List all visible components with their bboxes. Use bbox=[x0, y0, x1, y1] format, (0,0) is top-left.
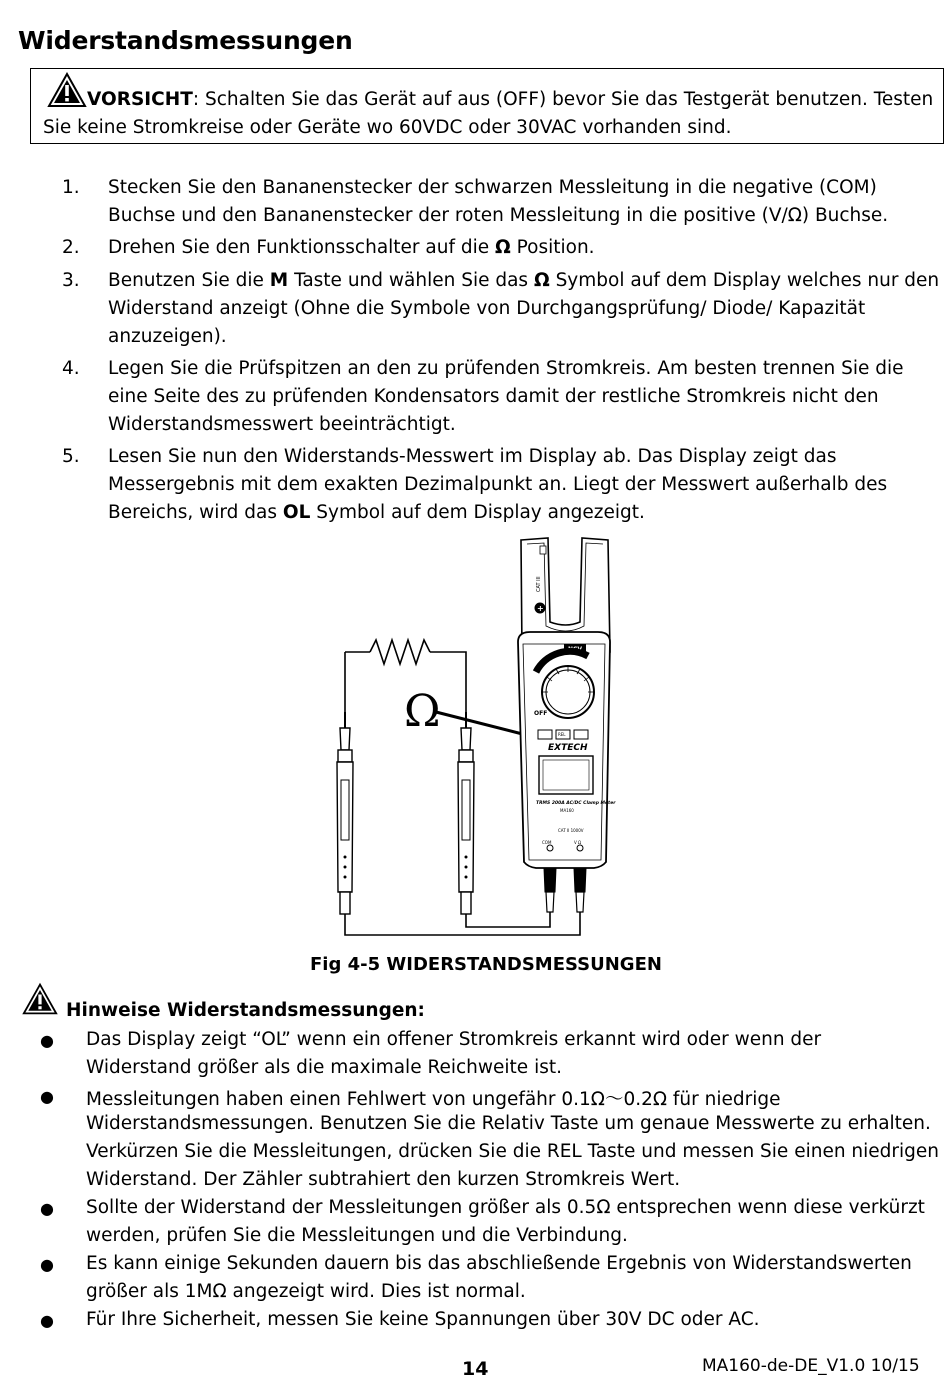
caution-text: : Schalten Sie das Gerät auf aus (OFF) bevor Sie das Testgerät benutzen. Testen bbox=[192, 89, 934, 110]
step-number: 2. bbox=[62, 237, 80, 258]
step-text: Benutzen Sie die M Taste und wählen Sie das Ω Symbol auf dem Display welches nur den bbox=[108, 270, 940, 291]
step-text: Drehen Sie den Funktionsschalter auf die Ω Position. bbox=[108, 237, 595, 258]
note-text: Das Display zeigt “OL” wenn ein offener Stromkreis erkannt wird oder wenn der bbox=[86, 1029, 822, 1050]
omega-symbol: Ω bbox=[404, 686, 441, 737]
note-text: Messleitungen haben einen Fehlwert von ungefähr 0.1Ω〜0.2Ω für niedrige bbox=[86, 1089, 781, 1110]
bullet-icon: ● bbox=[40, 1087, 54, 1106]
step-text: Widerstand anzeigt (Ohne die Symbole von Durchgangsprüfung/ Diode/ Kapazität bbox=[108, 298, 866, 319]
page-number: 14 bbox=[462, 1358, 489, 1380]
page-title: Widerstandsmessungen bbox=[18, 26, 353, 55]
bullet-icon: ● bbox=[40, 1031, 54, 1050]
step-text: Stecken Sie den Bananenstecker der schwarzen Messleitung in die negative (COM) bbox=[108, 177, 877, 198]
step-text: Lesen Sie nun den Widerstands-Messwert im Display ab. Das Display zeigt das bbox=[108, 446, 837, 467]
right-probe bbox=[458, 712, 474, 914]
notes-heading: Hinweise Widerstandsmessungen: bbox=[66, 1000, 425, 1021]
step-number: 4. bbox=[62, 358, 80, 379]
step-text: Bereichs, wird das OL Symbol auf dem Display angezeigt. bbox=[108, 502, 645, 523]
caution-line-2: Sie keine Stromkreise oder Geräte wo 60VDC oder 30VAC vorhanden sind. bbox=[43, 117, 732, 138]
off-label: OFF bbox=[534, 710, 548, 717]
bullet-icon: ● bbox=[40, 1255, 54, 1274]
warning-icon bbox=[22, 982, 58, 1016]
bullet-icon: ● bbox=[40, 1199, 54, 1218]
clamp-meter bbox=[518, 538, 616, 920]
step-number: 3. bbox=[62, 270, 80, 291]
bullet-icon: ● bbox=[40, 1311, 54, 1330]
caution-label: VORSICHT bbox=[87, 89, 193, 110]
cat-label: CAT II 1000V bbox=[558, 828, 584, 833]
step-text: Messergebnis mit dem exakten Dezimalpunkt an. Liegt der Messwert außerhalb des bbox=[108, 474, 888, 495]
note-text: Widerstand größer als die maximale Reichweite ist. bbox=[86, 1057, 562, 1078]
v-ohm-label: V Ω bbox=[574, 840, 582, 845]
note-text: Widerstandsmessungen. Benutzen Sie die Relativ Taste um genaue Messwerte zu erhalten. bbox=[86, 1113, 931, 1134]
figure-caption: Fig 4-5 WIDERSTANDSMESSUNGEN bbox=[310, 954, 662, 975]
step-text: anzuzeigen). bbox=[108, 326, 227, 347]
note-text: Für Ihre Sicherheit, messen Sie keine Spannungen über 30V DC oder AC. bbox=[86, 1309, 760, 1330]
rel-button-label: REL bbox=[558, 732, 566, 737]
left-probe bbox=[337, 712, 353, 914]
ncv-label: NCV bbox=[568, 646, 583, 653]
resistance-measurement-figure bbox=[318, 532, 638, 944]
note-text: Es kann einige Sekunden dauern bis das abschließende Ergebnis von Widerstandswerten bbox=[86, 1253, 912, 1274]
step-text: Widerstandsmesswert beeinträchtigt. bbox=[108, 414, 456, 435]
note-text: Widerstand. Der Zähler subtrahiert den kurzen Stromkreis Wert. bbox=[86, 1169, 681, 1190]
step-text: eine Seite des zu prüfenden Kondensators damit der restliche Stromkreis nicht den bbox=[108, 386, 879, 407]
note-text: Sollte der Widerstand der Messleitungen größer als 0.5Ω entsprechen wenn diese verkürzt bbox=[86, 1197, 925, 1218]
step-text: Buchse und den Bananenstecker der roten Messleitung in die positive (V/Ω) Buchse. bbox=[108, 205, 889, 226]
brand-label: EXTECH bbox=[548, 743, 588, 753]
model-label: TRMS 200A AC/DC Clamp Meter bbox=[536, 801, 616, 806]
warning-icon bbox=[47, 72, 87, 108]
svg-text:+: + bbox=[537, 604, 544, 613]
step-number: 5. bbox=[62, 446, 80, 467]
step-number: 1. bbox=[62, 177, 80, 198]
model-number: MA160 bbox=[560, 808, 574, 813]
note-text: größer als 1MΩ angezeigt wird. Dies ist normal. bbox=[86, 1281, 526, 1302]
svg-text:CAT III: CAT III bbox=[536, 576, 542, 592]
com-label: COM bbox=[542, 840, 552, 845]
step-text: Legen Sie die Prüfspitzen an den zu prüfenden Stromkreis. Am besten trennen Sie die bbox=[108, 358, 904, 379]
document-id: MA160-de-DE_V1.0 10/15 bbox=[702, 1356, 920, 1376]
note-text: Verkürzen Sie die Messleitungen, drücken Sie die REL Taste und messen Sie einen niedrigen bbox=[86, 1141, 940, 1162]
caution-line-1 bbox=[87, 89, 933, 110]
note-text: werden, prüfen Sie die Messleitungen und die Verbindung. bbox=[86, 1225, 628, 1246]
caution-box bbox=[30, 68, 944, 144]
